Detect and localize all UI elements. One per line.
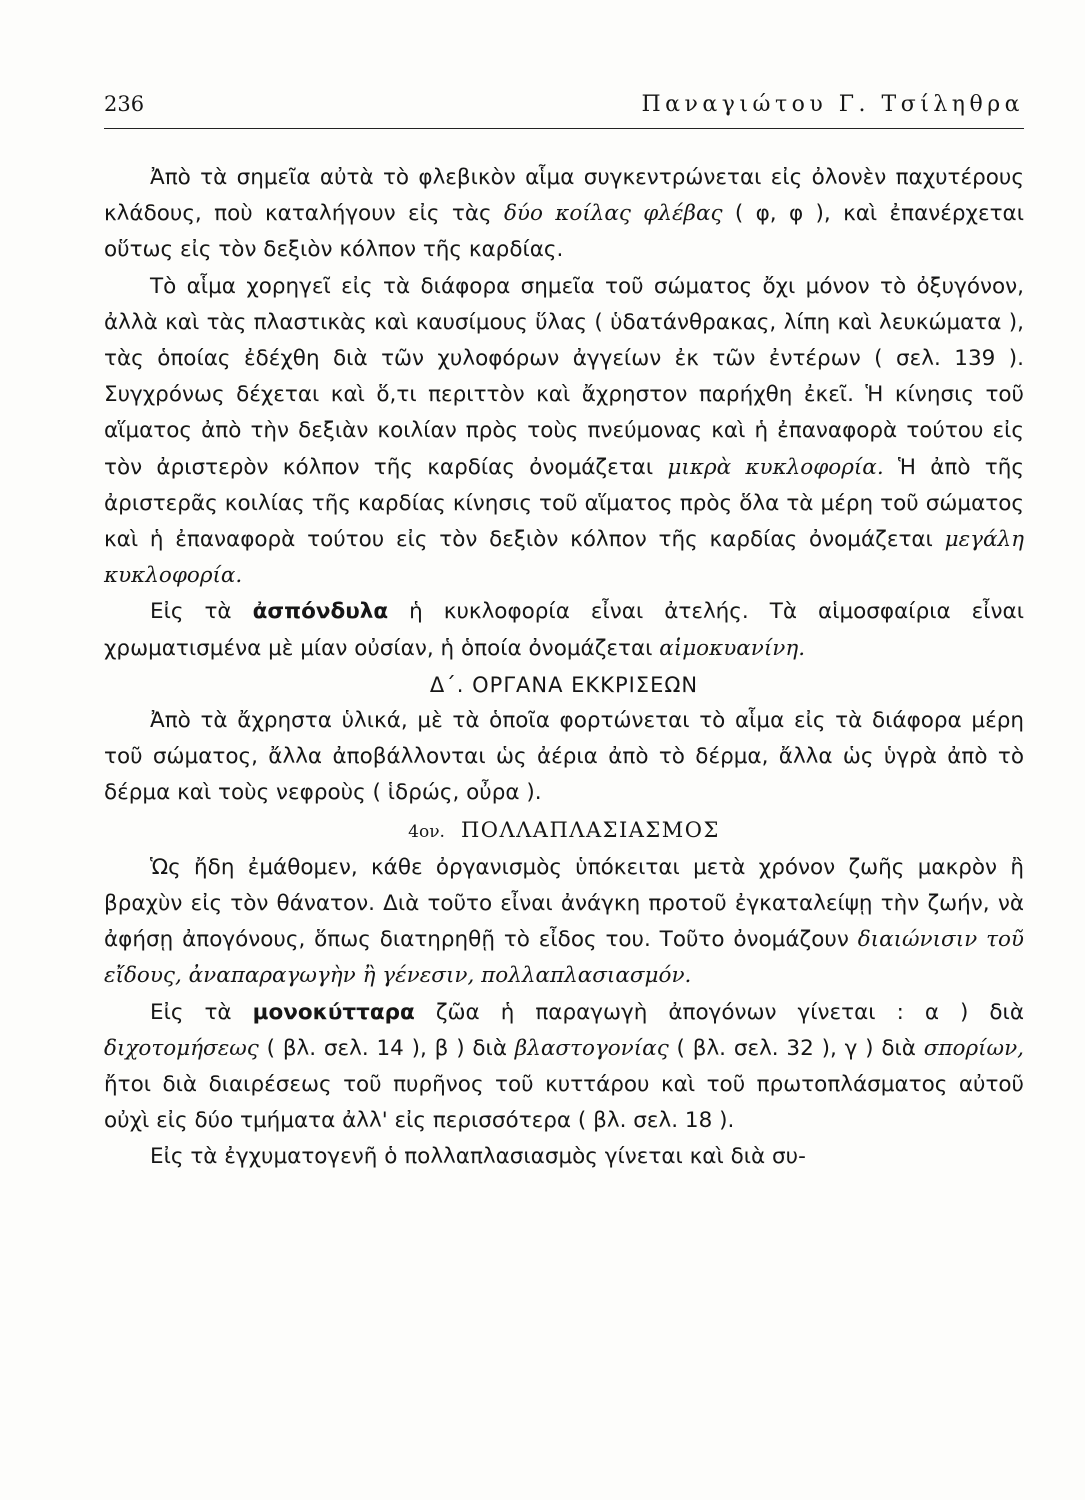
chapter-number: 4ον.: [408, 821, 445, 842]
paragraph-circulation: Τὸ αἷμα χορηγεῖ εἰς τὰ διάφορα σημεῖα τοῦ σώματος ὄχι μόνον τὸ ὀξυγόνον, ἀλλὰ καὶ τὰς πλαστικὰς καὶ καυσίμους ὕλας ( ὑδατάνθρακας, λίπη καὶ λευκώματα ), τὰς ὁποίας ἐδέχθη διὰ τῶν χυλοφόρων ἀγγείων ἐκ τῶν ἐντέρων ( σελ. 139 ). Συγχρόνως δέχεται καὶ ὅ,τι περιττὸν καὶ ἄχρηστον παρήχθη ἐκεῖ. Ἡ κίνησις τοῦ αἵματος ἀπὸ τὴν δεξιὰν κοιλίαν πρὸς τοὺς πνεύμονας καὶ ἡ ἐπαναφορὰ τούτου εἰς τὸν ἀριστερὸν κόλπον τῆς καρδίας ὀνομάζεται μικρὰ κυκλοφορία. Ἡ ἀπὸ τῆς ἀριστερᾶς κοιλίας τῆς καρδίας κίνησις τοῦ αἵματος πρὸς ὅλα τὰ μέρη τοῦ σώματος καὶ ἡ ἐπαναφορὰ τούτου εἰς τὸν δεξιὸν κόλπον τῆς καρδίας ὀνομάζεται μεγάλη κυκλοφορία.: [104, 273, 1024, 589]
paragraph-infusoria: Εἰς τὰ ἐγχυματογενῆ ὁ πολλαπλασιασμὸς γίνεται καὶ διὰ συ-: [150, 1144, 806, 1170]
paragraph-veins: Ἀπὸ τὰ σημεῖα αὐτὰ τὸ φλεβικὸν αἷμα συγκεντρώνεται εἰς ὀλονὲν παχυτέρους κλάδους, ποὺ καταλήγουν εἰς τὰς δύο κοίλας φλέβας ( φ, φ ), καὶ ἐπανέρχεται οὕτως εἰς τὸν δεξιὸν κόλπον τῆς καρδίας.: [104, 165, 1024, 263]
chapter-title: ΠΟΛΛΑΠΛΑΣΙΑΣΜΟΣ: [460, 817, 720, 842]
paragraph-unicellular: Εἰς τὰ μονοκύτταρα ζῶα ἡ παραγωγὴ ἀπογόνων γίνεται : α ) διὰ διχοτομήσεως ( βλ. σελ. 14 ), β ) διὰ βλαστογονίας ( βλ. σελ. 32 ), γ ) διὰ σπορίων, ἤτοι διὰ διαιρέσεως τοῦ πυρῆνος τοῦ κυττάρου καὶ τοῦ πρωτοπλάσματος αὐτοῦ οὐχὶ εἰς δύο τμήματα ἀλλ' εἰς περισσότερα ( βλ. σελ. 18 ).: [104, 999, 1025, 1134]
body-text: [104, 160, 1024, 1176]
page-number: 236: [104, 92, 145, 116]
running-head: Παναγιώτου Γ. Τσίληθρα: [641, 92, 1024, 117]
paragraph-invertebrates: Εἰς τὰ ἀσπόνδυλα ἡ κυκλοφορία εἶναι ἀτελής. Τὰ αἱμοσφαίρια εἶναι χρωματισμένα μὲ μίαν οὐσίαν, ἡ ὁποία ὀνομάζεται αἱμοκυανίνη.: [104, 599, 1025, 661]
chapter-heading-reproduction: [104, 812, 1024, 850]
page-header: [104, 92, 1024, 129]
paragraph-reproduction-intro: Ὡς ἤδη ἐμάθομεν, κάθε ὀργανισμὸς ὑπόκειται μετὰ χρόνον ζωῆς μακρὸν ἢ βραχὺν εἰς τὸν θάνατον. Διὰ τοῦτο εἶναι ἀνάγκη προτοῦ ἐγκαταλείψῃ τὴν ζωήν, νὰ ἀφήσῃ ἀπογόνους, ὅπως διατηρηθῇ τὸ εἶδος του. Τοῦτο ὀνομάζουν διαιώνισιν τοῦ εἴδους, ἀναπαραγωγὴν ἢ γένεσιν, πολλαπλασιασμόν.: [104, 854, 1024, 989]
section-heading-excretion: Δ΄. ΟΡΓΑΝΑ ΕΚΚΡΙΣΕΩΝ: [429, 672, 699, 697]
paragraph-excretion: Ἀπὸ τὰ ἄχρηστα ὑλικά, μὲ τὰ ὁποῖα φορτώνεται τὸ αἷμα εἰς τὰ διάφορα μέρη τοῦ σώματος, ἄλλα ἀποβάλλονται ὡς ἀέρια ἀπὸ τὸ δέρμα, ἄλλα ὡς ὑγρὰ ἀπὸ τὸ δέρμα καὶ τοὺς νεφροὺς ( ἱδρώς, οὖρα ).: [104, 708, 1024, 806]
